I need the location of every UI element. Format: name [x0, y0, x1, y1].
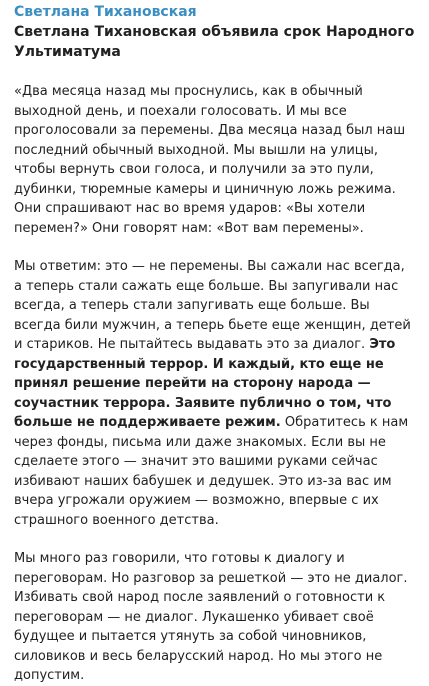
text-run: Обратитесь к нам через фонды, письма или даже знакомых. Если вы не сделаете этого — значит это вашими руками сейчас избивают наших бабушек и дедушек. Это из-за вас им вчера угрожали оружием — возможно, впервые с их страшного военного детства.: [14, 415, 409, 528]
post-paragraph-1: [14, 82, 415, 238]
text-run: Мы много раз говорили, что готовы к диалогу и переговорам. Но разговор за решеткой — это не диалог. Избивать свой народ после заявлений о готовности к переговорам — не диалог. Лукашенко убивает своё будущее и пытается утянуть за собой чиновников, силовиков и весь беларусский народ. Но мы этого не допустим.: [14, 551, 408, 683]
bold-text-run: Это государственный террор. И каждый, кто еще не принял решение перейти на сторону народа — соучастник террора. Заявите публично о том, что больше не поддерживаете режим.: [14, 337, 396, 430]
channel-name-link[interactable]: Светлана Тихановская: [14, 4, 197, 20]
text-run: Мы ответим: это — не перемены. Вы сажали нас всегда, а теперь стали сажать еще больше. Вы запугивали нас всегда, а теперь стали запугивать еще больше. Вы всегда били мужчин, а теперь бьете еще женщин, детей и стариков. Не пытайтесь выдавать это за диалог.: [14, 259, 411, 352]
post-title: Светлана Тихановская объявила срок Народного Ультиматума: [14, 24, 415, 60]
text-run: «Два месяца назад мы проснулись, как в обычный выходной день, и поехали голосовать. И мы все проголосовали за перемены. Два месяца назад был наш последний обычный выходной. Мы вышли на улицы, чтобы вернуть свои голоса, и получили за это пули, дубинки, тюремные камеры и циничную ложь режима. Они спрашивают нас во время ударов: «Вы хотели перемен?» Они говорят нам: «Вот вам перемены».: [14, 84, 406, 236]
post-paragraph-2: [14, 257, 415, 530]
post-paragraph-3: [14, 549, 415, 686]
